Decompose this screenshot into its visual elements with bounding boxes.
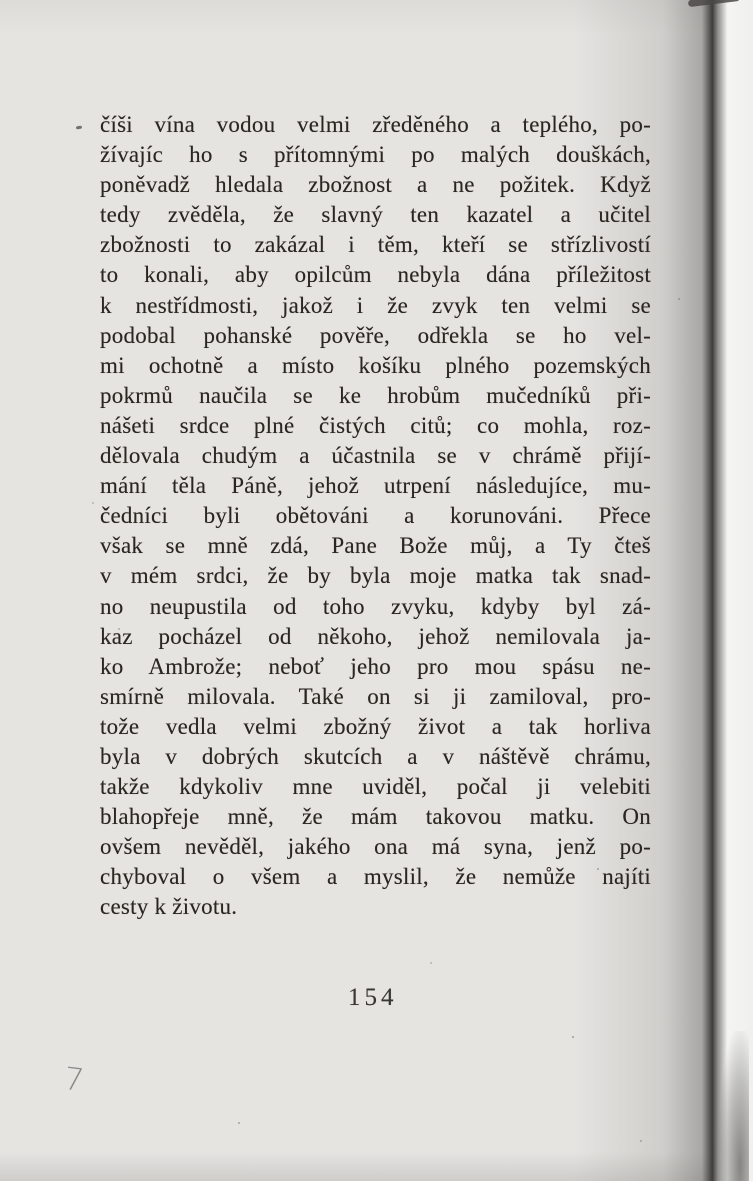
text-line: ko Ambrože; neboť jeho pro mou spásu ne- — [100, 653, 651, 679]
text-line: k nestřídmosti, jakož i že zvyk ten velmi se — [100, 292, 651, 318]
text-line: v mém srdci, že by byla moje matka tak snad- — [100, 563, 651, 589]
text-line: dělovala chudým a účastnila se v chrámě přijí- — [100, 443, 651, 469]
text-line: kaz pocházel od někoho, jehož nemilovala ja- — [100, 623, 651, 649]
text-line: však se mně zdá, Pane Bože můj, a Ty čteš — [100, 533, 651, 559]
text-line: ovšem nevěděl, jakého ona má syna, jenž po- — [100, 834, 651, 860]
page-number: 154 — [348, 984, 398, 1011]
margin-dot — [76, 126, 82, 130]
scan-edge-mark — [688, 0, 740, 7]
text-line: nášeti srdce plné čistých citů; co mohla, roz- — [100, 412, 651, 438]
text-line: chyboval o všem a myslil, že nemůže najíti — [100, 864, 651, 890]
text-block — [100, 110, 651, 923]
text-line: takže kdykoliv mne uviděl, počal ji velebiti — [100, 774, 651, 800]
text-line: čedníci byli obětováni a korunováni. Přece — [100, 503, 651, 529]
text-line: číši vína vodou velmi zředěného a teplého, po- — [100, 112, 651, 137]
paper-specks — [0, 0, 2, 2]
text-line: pokrmů naučila se ke hrobům mučedníků při- — [100, 382, 651, 408]
page-edge-smudge — [719, 1031, 749, 1181]
text-line: blahopřeje mně, že mám takovou matku. On — [100, 804, 651, 830]
text-line: cesty k životu. — [100, 894, 238, 920]
text-line: to konali, aby opilcům nebyla dána příležitost — [100, 262, 651, 288]
text-line: žívajíc ho s přítomnými po malých douškách, — [100, 142, 651, 168]
text-line: podobal pohanské pověře, odřekla se ho vel- — [100, 322, 651, 348]
text-line: byla v dobrých skutcích a v náštěvě chrámu, — [100, 743, 651, 769]
text-line: mání těla Páně, jehož utrpení následujíce, mu- — [100, 473, 651, 499]
text-line: mi ochotně a místo košíku plného pozemských — [100, 352, 651, 378]
text-line: tedy zvěděla, že slavný ten kazatel a učitel — [100, 202, 651, 228]
text-line: no neupustila od toho zvyku, kdyby byl zá- — [100, 593, 651, 619]
text-line: zbožnosti to zakázal i těm, kteří se střízlivostí — [100, 232, 651, 258]
text-line: poněvadž hledala zbožnost a ne požitek. Když — [100, 172, 651, 198]
text-line: smírně milovala. Také on si ji zamiloval, pro- — [100, 683, 651, 709]
pencil-mark: 7 — [61, 1060, 86, 1100]
text-line: tože vedla velmi zbožný život a tak horliva — [100, 713, 651, 739]
